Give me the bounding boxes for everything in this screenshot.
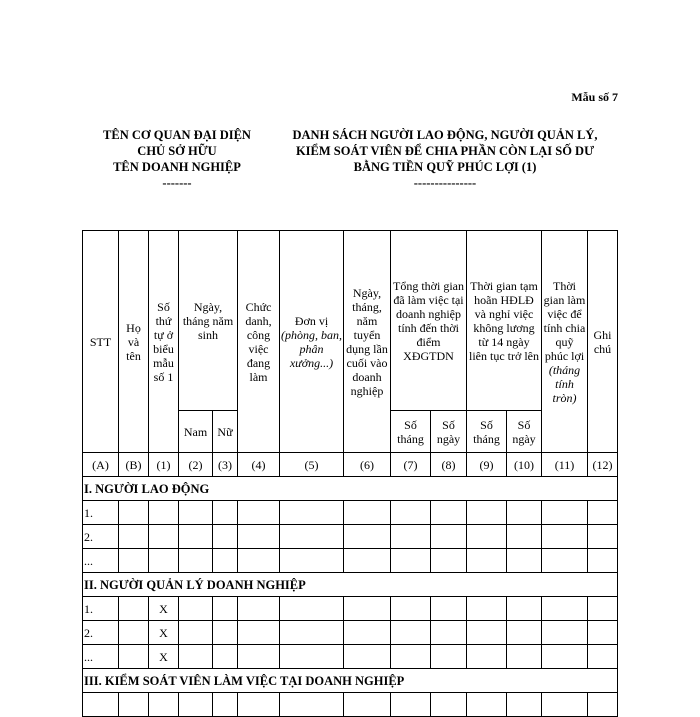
section-row <box>83 477 618 501</box>
title-line-3: BẰNG TIỀN QUỸ PHÚC LỢI (1) <box>353 160 537 174</box>
row-stt: 2. <box>83 525 119 549</box>
row-mark: X <box>149 621 179 645</box>
table-row <box>83 597 618 621</box>
table-row <box>83 693 618 717</box>
code-2: (2) <box>179 453 213 477</box>
code-5: (5) <box>280 453 344 477</box>
row-stt: ... <box>83 645 119 669</box>
section-row <box>83 669 618 693</box>
code-7: (7) <box>391 453 431 477</box>
table-row <box>83 501 618 525</box>
col-don-vi <box>280 231 344 453</box>
code-10: (10) <box>507 453 542 477</box>
code-6: (6) <box>344 453 391 477</box>
form-number: Mẫu số 7 <box>571 90 618 104</box>
col-ngay-tuyen-dung: Ngày, tháng, năm tuyển dụng lần cuối vào doanh nghiệp <box>344 231 391 453</box>
table-row <box>83 549 618 573</box>
col-stt: STT <box>83 231 119 453</box>
code-3: (3) <box>213 453 238 477</box>
row-mark <box>149 525 179 549</box>
column-codes-row <box>83 453 618 477</box>
section-row <box>83 573 618 597</box>
title-line-1: DANH SÁCH NGƯỜI LAO ĐỘNG, NGƯỜI QUẢN LÝ, <box>292 128 598 142</box>
code-12: (12) <box>588 453 618 477</box>
code-8: (8) <box>431 453 467 477</box>
agency-name: TÊN CƠ QUAN ĐẠI DIỆN <box>103 128 251 142</box>
table-row <box>83 525 618 549</box>
thoi-gian-chia-label: Thời gian làm việc để tính chia quỹ phúc lợi <box>543 278 586 363</box>
col-ngay-sinh: Ngày, tháng năm sinh <box>179 231 238 411</box>
row-stt: 1. <box>83 597 119 621</box>
header-left-divider: ------- <box>162 176 192 190</box>
section-title-3: III. KIỂM SOÁT VIÊN LÀM VIỆC TẠI DOANH NGHIỆP <box>83 669 618 693</box>
title-line-2: KIỂM SOÁT VIÊN ĐỂ CHIA PHẦN CÒN LẠI SỐ DƯ <box>295 144 595 158</box>
row-stt: 1. <box>83 501 119 525</box>
don-vi-note: (phòng, ban, phân xưởng...) <box>281 327 342 370</box>
col-tong-thoi-gian: Tổng thời gian đã làm việc tại doanh nghiệp tính đến thời điểm XĐGTDN <box>391 231 467 411</box>
row-mark: X <box>149 645 179 669</box>
code-11: (11) <box>542 453 588 477</box>
code-4: (4) <box>238 453 280 477</box>
don-vi-label: Đơn vị <box>294 313 329 328</box>
col-chuc-danh: Chức danh, công việc đang làm <box>238 231 280 453</box>
col-so-ngay-2: Số ngày <box>507 411 542 453</box>
row-mark <box>149 501 179 525</box>
col-nu: Nữ <box>213 411 238 453</box>
col-so-thang-1: Số tháng <box>391 411 431 453</box>
code-a: (A) <box>83 453 119 477</box>
thoi-gian-chia-note: (tháng tính tròn) <box>548 362 581 405</box>
row-stt: 2. <box>83 621 119 645</box>
table-row <box>83 621 618 645</box>
col-so-ngay-1: Số ngày <box>431 411 467 453</box>
col-tam-hoan: Thời gian tạm hoãn HĐLĐ và nghỉ việc không lương từ 14 ngày liên tục trở lên <box>467 231 542 411</box>
col-nam: Nam <box>179 411 213 453</box>
col-so-thu-tu: Số thứ tự ở biểu mẫu số 1 <box>149 231 179 453</box>
code-b: (B) <box>119 453 149 477</box>
col-ho-ten: Họ và tên <box>119 231 149 453</box>
table-row <box>83 645 618 669</box>
employee-table <box>82 230 618 717</box>
row-stt: ... <box>83 549 119 573</box>
col-thoi-gian-chia <box>542 231 588 453</box>
header-left <box>88 127 266 191</box>
header-row <box>83 231 618 411</box>
section-title-2: II. NGƯỜI QUẢN LÝ DOANH NGHIỆP <box>83 573 618 597</box>
title-divider: --------------- <box>413 176 477 190</box>
row-mark <box>149 549 179 573</box>
col-so-thang-2: Số tháng <box>467 411 507 453</box>
code-1: (1) <box>149 453 179 477</box>
document-title <box>270 127 620 191</box>
row-mark: X <box>149 597 179 621</box>
section-title-1: I. NGƯỜI LAO ĐỘNG <box>83 477 618 501</box>
col-ghi-chu: Ghi chú <box>588 231 618 453</box>
owner-name: CHỦ SỞ HỮU <box>137 144 217 158</box>
enterprise-name: TÊN DOANH NGHIỆP <box>113 160 241 174</box>
code-9: (9) <box>467 453 507 477</box>
